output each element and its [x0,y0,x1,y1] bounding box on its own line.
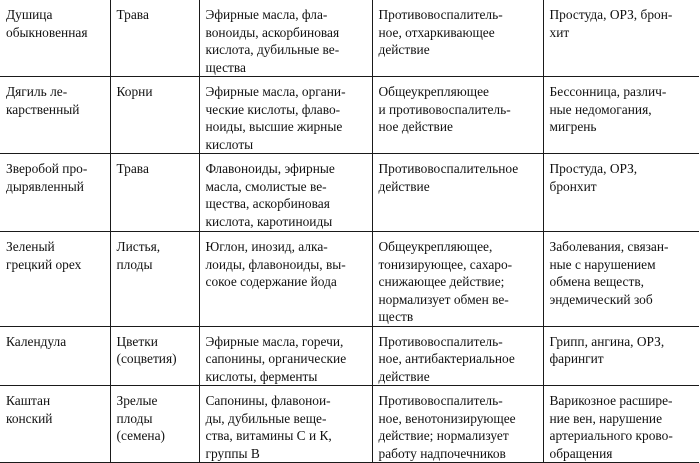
table-row [0,326,699,386]
plant-part-cell: Трава [110,0,199,77]
substances-cell: Эфирные масла, горечи, сапонины, органические кислоты, ферменты [199,326,372,386]
plant-part-cell: Корни [110,77,199,154]
indications-cell: Грипп, ангина, ОРЗ, фарингит [543,326,699,386]
action-cell: Противовоспалитель- ное, венотонизирующее действие; нормализует работу надпочечников [372,386,543,463]
substances-cell: Сапонины, флавонои- ды, дубильные веще- ства, витамины С и К, группы В [199,386,372,463]
indications-cell: Простуда, ОРЗ, бронхит [543,154,699,232]
table-row [0,0,699,77]
indications-cell: Простуда, ОРЗ, брон- хит [543,0,699,77]
action-cell: Противовоспалитель- ное, антибактериальное действие [372,326,543,386]
table-row [0,232,699,327]
substances-cell: Флавоноиды, эфирные масла, смолистые ве- щества, аскорбиновая кислота, каротиноиды [199,154,372,232]
indications-cell: Варикозное расшире- ние вен, нарушение артериального крово- обращения [543,386,699,463]
plant-name-cell: Зверобой про- дырявленный [0,154,110,232]
table-row [0,386,699,463]
plant-name-cell: Зеленый грецкий орех [0,232,110,327]
plant-part-cell: Цветки (соцветия) [110,326,199,386]
plant-name-cell: Календула [0,326,110,386]
plant-name-cell: Душица обыкновенная [0,0,110,77]
table-row [0,77,699,154]
substances-cell: Эфирные масла, органи- ческие кислоты, флаво- ноиды, высшие жирные кислоты [199,77,372,154]
substances-cell: Юглон, инозид, алка- лоиды, флавоноиды, вы- сокое содержание йода [199,232,372,327]
action-cell: Противовоспалительное действие [372,154,543,232]
indications-cell: Бессонница, различ- ные недомогания, мигрень [543,77,699,154]
action-cell: Противовоспалитель- ное, отхаркивающее действие [372,0,543,77]
plant-name-cell: Дягиль ле- карственный [0,77,110,154]
substances-cell: Эфирные масла, фла- воноиды, аскорбиновая кислота, дубильные ве- щества [199,0,372,77]
action-cell: Общеукрепляющее и противовоспалитель- ное действие [372,77,543,154]
table-row [0,154,699,232]
plant-name-cell: Каштан конский [0,386,110,463]
plant-part-cell: Трава [110,154,199,232]
indications-cell: Заболевания, связан- ные с нарушением обмена веществ, эндемический зоб [543,232,699,327]
action-cell: Общеукрепляющее, тонизирующее, сахаро- снижающее действие; нормализует обмен ве- ществ [372,232,543,327]
plant-part-cell: Зрелые плоды (семена) [110,386,199,463]
plant-part-cell: Листья, плоды [110,232,199,327]
